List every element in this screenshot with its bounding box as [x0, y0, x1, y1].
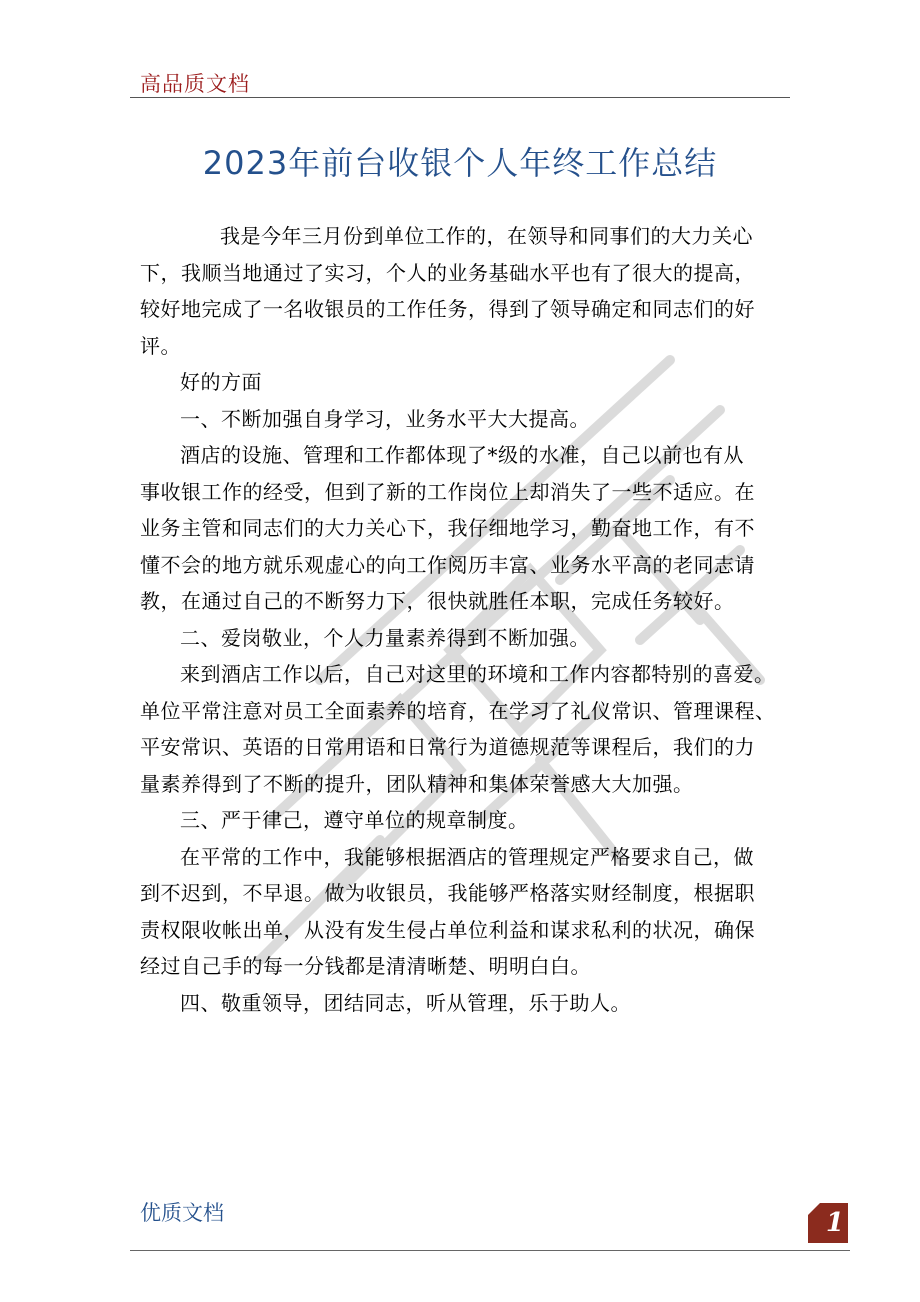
paragraph-1: 酒店的设施、管理和工作都体现了*级的水准，自己以前也有从 事收银工作的经受，但到了新的工作岗位上却消失了一些不适应。在 业务主管和同志们的大力关心下，我仔细地学习，勤奋地工作，有不 懂不会的地方就乐观虚心的向工作阅历丰富、业务水平高的老同志请 教，在通过自己的不断努力下，很快就胜任本职，完成任务较好。: [140, 443, 755, 613]
header-label: 高品质文档: [140, 72, 250, 96]
document-title: 2023年前台收银个人年终工作总结: [202, 144, 718, 182]
section-heading-2: 二、爱岗敬业，个人力量素养得到不断加强。: [180, 625, 590, 650]
document-body: [140, 218, 780, 1021]
section-heading: 好的方面: [180, 370, 262, 394]
paragraph-2: 来到酒店工作以后，自己对这里的环境和工作内容都特别的喜爱。 单位平常注意对员工全面素养的培育，在学习了礼仪常识、管理课程、 平安常识、英语的日常用语和日常行为道德规范等课程后，我们的力 量素养得到了不断的提升，团队精神和集体荣誉感大大加强。: [140, 662, 776, 796]
section-heading-3: 三、严于律己，遵守单位的规章制度。: [180, 808, 529, 832]
section-heading-4: 四、敬重领导，团结同志，听从管理，乐于助人。: [180, 990, 631, 1015]
paragraph-3: 在平常的工作中，我能够根据酒店的管理规定严格要求自己，做 到不迟到，不早退。做为收银员，我能够严格落实财经制度，根据职 责权限收帐出单，从没有发生侵占单位利益和谋求私利的状况，确保 经过自己手的每一分钱都是清清晰楚、明明白白。: [140, 844, 755, 978]
footer-divider: [130, 1250, 850, 1251]
paragraph-intro: 我是今年三月份到单位工作的，在领导和同事们的大力关心 下，我顺当地通过了实习，个人的业务基础水平也有了很大的提高， 较好地完成了一名收银员的工作任务，得到了领导确定和同志们的好 评。: [140, 224, 755, 358]
section-heading-1: 一、不断加强自身学习，业务水平大大提高。: [180, 406, 590, 431]
page-number: 1: [825, 1208, 844, 1238]
footer-label: 优质文档: [140, 1201, 224, 1225]
header-divider: [130, 97, 790, 98]
